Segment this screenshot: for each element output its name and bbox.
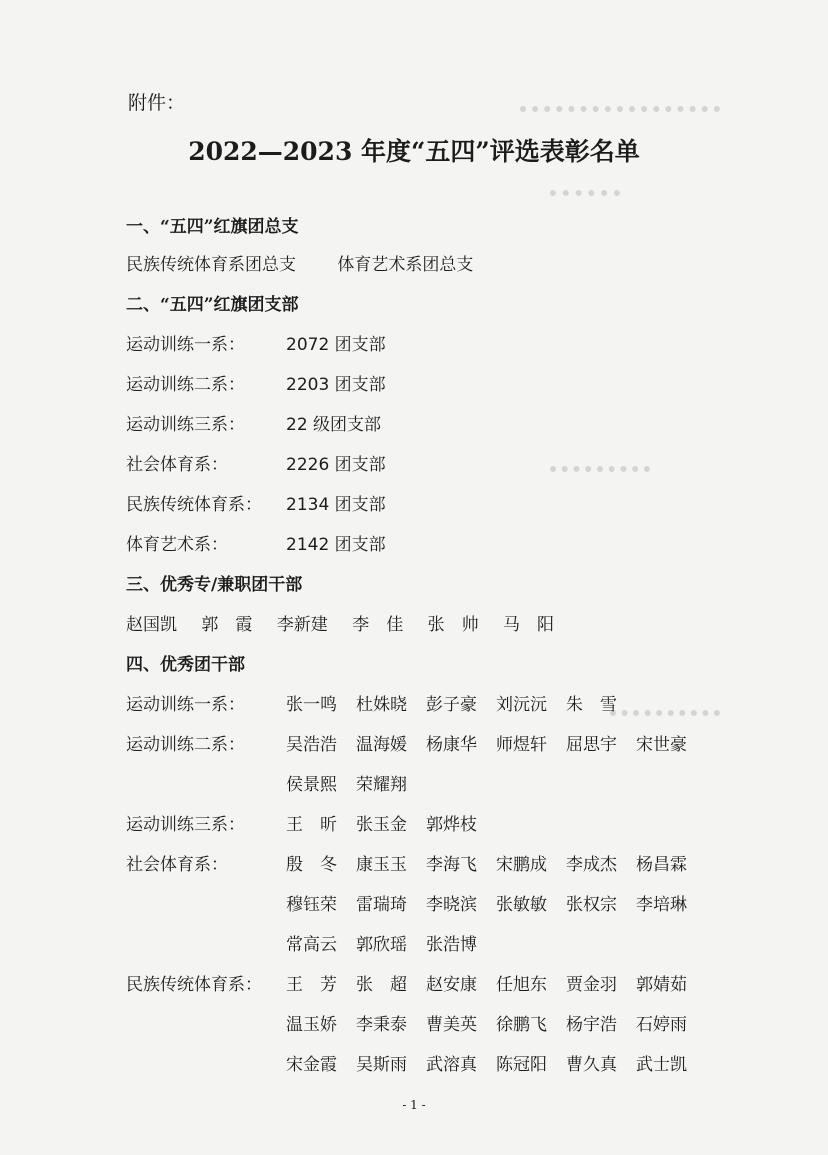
person-name: 郭 霞 bbox=[201, 615, 253, 635]
name-row bbox=[286, 890, 706, 915]
person-name: 李新建 bbox=[276, 615, 328, 635]
person-name: 徐鹏飞 bbox=[496, 1015, 547, 1035]
bleed-through-decoration bbox=[520, 96, 720, 112]
person-name: 刘沅沅 bbox=[496, 695, 547, 715]
dept-label: 体育艺术系： bbox=[126, 535, 228, 555]
person-name: 贾金羽 bbox=[566, 975, 617, 995]
person-name: 张玉金 bbox=[356, 815, 407, 835]
person-name: 赵国凯 bbox=[126, 615, 177, 635]
person-name: 彭子豪 bbox=[426, 695, 477, 715]
person-name: 康玉玉 bbox=[356, 855, 407, 875]
section-heading: 一、“五四”红旗团总支 bbox=[126, 217, 299, 237]
person-name: 殷 冬 bbox=[286, 855, 337, 875]
person-name: 张 超 bbox=[356, 975, 407, 995]
dept-label: 民族传统体育系： bbox=[126, 975, 262, 995]
branch-name: 22 级团支部 bbox=[286, 415, 382, 435]
person-name: 石婷雨 bbox=[636, 1015, 687, 1035]
person-name: 王 芳 bbox=[286, 975, 337, 995]
section-heading: 四、优秀团干部 bbox=[126, 655, 245, 675]
name-row bbox=[286, 930, 496, 955]
dept-label: 运动训练一系： bbox=[126, 335, 245, 355]
person-name: 郭欣瑶 bbox=[356, 935, 407, 955]
branch-name: 2134 团支部 bbox=[286, 495, 386, 515]
branch-name: 2226 团支部 bbox=[286, 455, 386, 475]
person-name: 杜姝晓 bbox=[356, 695, 407, 715]
person-name: 陈冠阳 bbox=[496, 1055, 547, 1075]
person-name: 张浩博 bbox=[426, 935, 477, 955]
person-name: 宋金霞 bbox=[286, 1055, 337, 1075]
unit-name: 体育艺术系团总支 bbox=[337, 255, 474, 275]
name-row bbox=[286, 850, 706, 875]
section-heading: 三、优秀专/兼职团干部 bbox=[126, 575, 303, 595]
person-name: 张敏敏 bbox=[496, 895, 547, 915]
name-row bbox=[286, 690, 636, 715]
dept-label: 社会体育系： bbox=[126, 855, 228, 875]
person-name: 李晓滨 bbox=[426, 895, 477, 915]
person-name: 郭婧茹 bbox=[636, 975, 687, 995]
dept-label: 运动训练三系： bbox=[126, 415, 245, 435]
name-row bbox=[286, 730, 706, 755]
person-name: 杨宇浩 bbox=[566, 1015, 617, 1035]
person-name: 侯景熙 bbox=[286, 775, 337, 795]
person-name: 穆钰荣 bbox=[286, 895, 337, 915]
document-title: 2022—2023 年度“五四”评选表彰名单 bbox=[188, 137, 640, 166]
person-name: 杨昌霖 bbox=[636, 855, 687, 875]
unit-name: 民族传统体育系团总支 bbox=[126, 255, 296, 275]
person-name: 武溶真 bbox=[426, 1055, 477, 1075]
person-name: 常高云 bbox=[286, 935, 337, 955]
person-name: 张一鸣 bbox=[286, 695, 337, 715]
bleed-through-decoration bbox=[550, 180, 620, 196]
name-row bbox=[286, 810, 496, 835]
person-name: 曹久真 bbox=[566, 1055, 617, 1075]
branch-name: 2203 团支部 bbox=[286, 375, 386, 395]
dept-label: 运动训练三系： bbox=[126, 815, 245, 835]
person-name: 杨康华 bbox=[426, 735, 477, 755]
person-name: 武士凯 bbox=[636, 1055, 687, 1075]
person-name: 王 昕 bbox=[286, 815, 337, 835]
person-name: 郭烨枝 bbox=[426, 815, 477, 835]
person-name: 张 帅 bbox=[427, 615, 479, 635]
person-name: 李海飞 bbox=[426, 855, 477, 875]
person-name: 张权宗 bbox=[566, 895, 617, 915]
person-name: 荣耀翔 bbox=[356, 775, 407, 795]
dept-label: 运动训练二系： bbox=[126, 735, 245, 755]
name-row bbox=[286, 1050, 706, 1075]
person-name: 师煜轩 bbox=[496, 735, 547, 755]
dept-label: 运动训练二系： bbox=[126, 375, 245, 395]
person-name: 屈思宇 bbox=[566, 735, 617, 755]
section-heading: 二、“五四”红旗团支部 bbox=[126, 295, 299, 315]
dept-label: 社会体育系： bbox=[126, 455, 228, 475]
name-row bbox=[286, 1010, 706, 1035]
dept-label: 民族传统体育系： bbox=[126, 495, 262, 515]
branch-name: 2142 团支部 bbox=[286, 535, 386, 555]
name-row bbox=[286, 970, 706, 995]
name-row bbox=[126, 610, 573, 635]
name-row bbox=[286, 770, 426, 795]
person-name: 雷瑞琦 bbox=[356, 895, 407, 915]
unit-list bbox=[126, 250, 473, 275]
person-name: 李秉泰 bbox=[356, 1015, 407, 1035]
person-name: 吴斯雨 bbox=[356, 1055, 407, 1075]
page-number: - 1 - bbox=[402, 1098, 426, 1112]
person-name: 曹美英 bbox=[426, 1015, 477, 1035]
person-name: 任旭东 bbox=[496, 975, 547, 995]
bleed-through-decoration bbox=[550, 456, 650, 472]
person-name: 马 阳 bbox=[503, 615, 555, 635]
person-name: 赵安康 bbox=[426, 975, 477, 995]
person-name: 温玉娇 bbox=[286, 1015, 337, 1035]
person-name: 宋鹏成 bbox=[496, 855, 547, 875]
attachment-label: 附件： bbox=[128, 92, 186, 114]
person-name: 宋世豪 bbox=[636, 735, 687, 755]
dept-label: 运动训练一系： bbox=[126, 695, 245, 715]
branch-name: 2072 团支部 bbox=[286, 335, 386, 355]
person-name: 李成杰 bbox=[566, 855, 617, 875]
person-name: 吴浩浩 bbox=[286, 735, 337, 755]
person-name: 李 佳 bbox=[352, 615, 404, 635]
person-name: 李培琳 bbox=[636, 895, 687, 915]
person-name: 温海媛 bbox=[356, 735, 407, 755]
person-name: 朱 雪 bbox=[566, 695, 617, 715]
